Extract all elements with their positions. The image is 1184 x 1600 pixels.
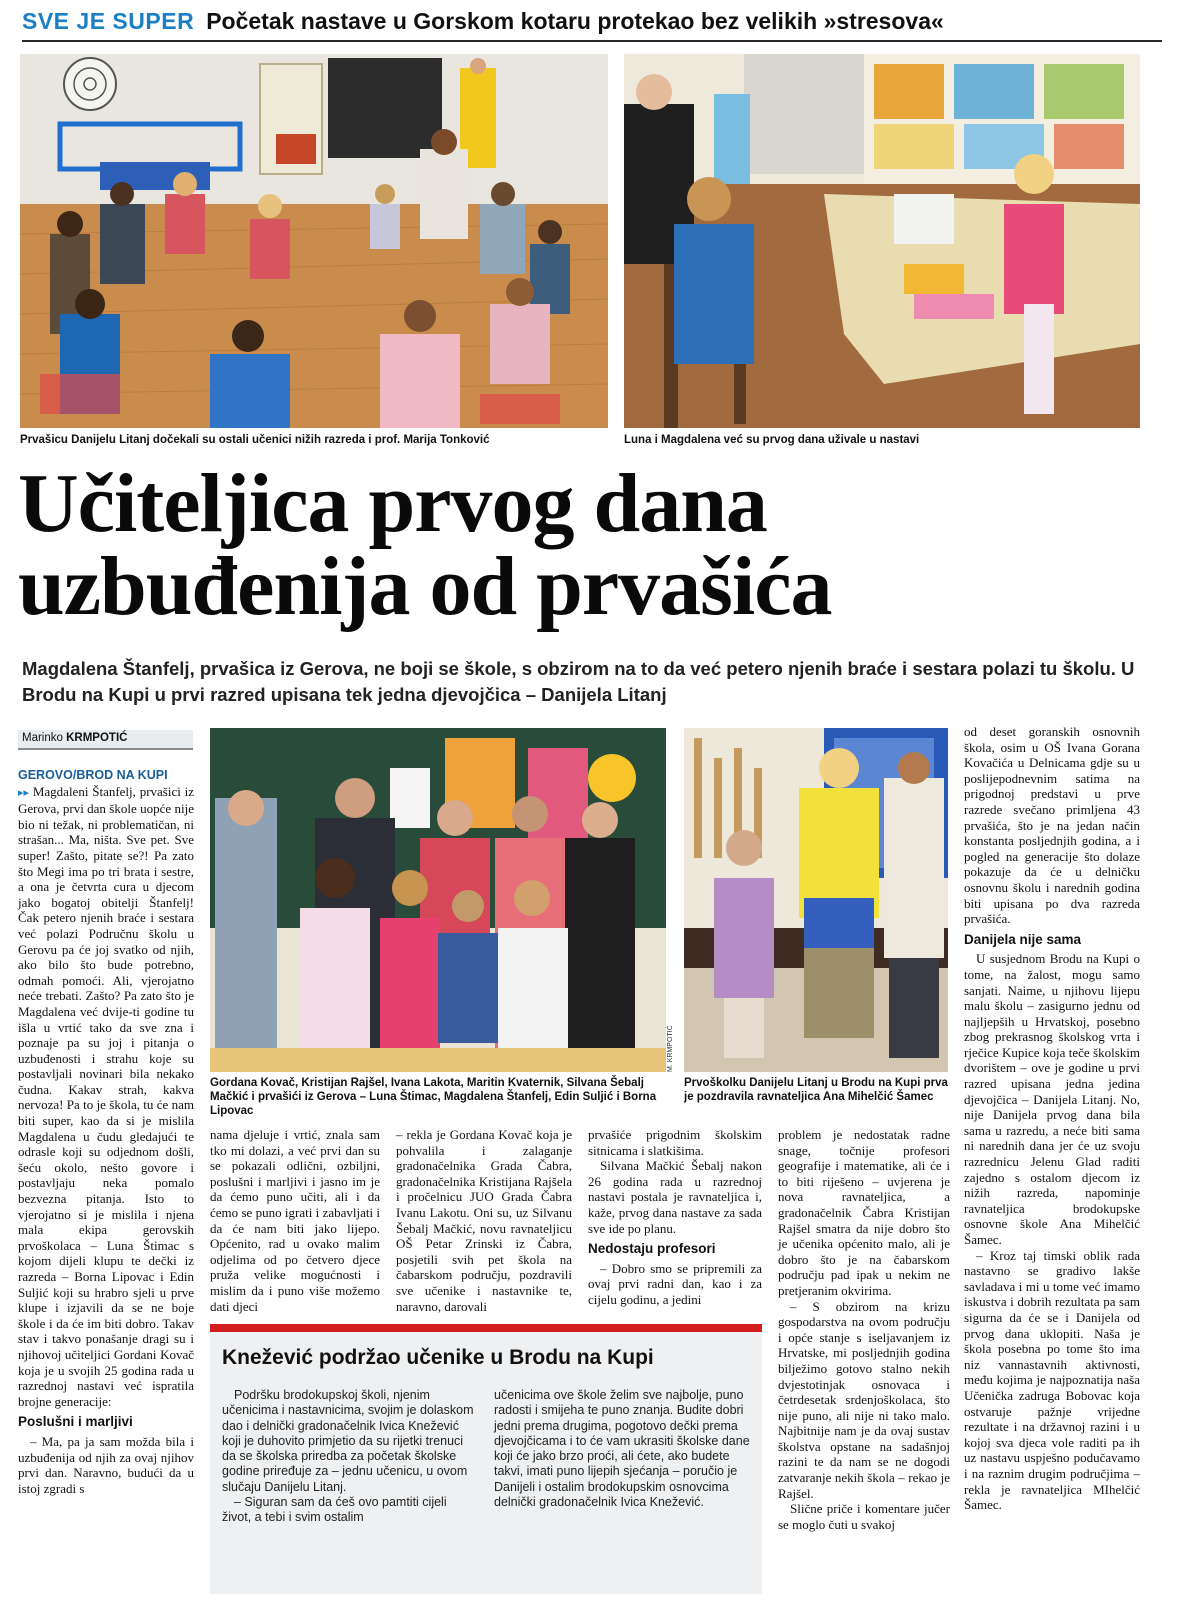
section-rubric <box>22 8 1162 42</box>
column-1-paragraph-1: ▸▸ Magdaleni Štanfelj, prvašici iz Gerova, prvi dan škole uopće nije bio ni težak, ni problematičan, ni strašan... Ma, ništa. Sve pet. Sve super! Zašto, pitate se?! Pa zato što Megi ima po tri brata i sestre, a ona je četvrta cura u djecom jako bogatoj obitelji Štanfelj! Čak petero njenih braće i sestara već polazi Područnu školu u Gerovu pa će joj svatko od njih, ako bilo što bude potrebno, odmah pomoći. Ali, vjerojatno neće trebati. Zašto? Pa zato što je Magdalena već dvije-ti godine tu išla u vrtić tako da sve zna i poznaje pa su joj i pitanja o uzbuđenosti i strahu koje su postavljali novinari bila nekako čudna. Kakav strah, kakva nervoza! Pa to je škola, tu će nam biti super, kao da si je mislila Magdalena u čudu gledajući te odrasle koji su odjednom došli, šeću okolo, nešto govore i postavljaju neka pomalo bezvezna pitanja. Isto to vjerojatno si je mislila i njena mala ekipa gerovskih prvoškolaca – Luna Štimac s kojom dijeli klupu te dečki iz razreda – Borna Lipovac i Edin Suljić koji su hrabro sjeli u prve klupe i izjavili da se ne boje škole i da će im biti dobro. Takav stav i takvo ponašanje dragi su i njihovoj učiteljici Gordani Kovač koja je u svojih 25 godina rada u razrednoj nastavi već ispratila brojne generacije: <box>18 783 195 1409</box>
subhead-nedostaju: Nedostaju profesori <box>588 1241 716 1257</box>
column-4-paragraph-2: Silvana Mačkić Šebalj nakon 26 godina rada u razrednoj nastavi postala je ravnateljica i, kaže, prvog dana nastave za sada sve ide po planu. <box>588 1158 762 1236</box>
sidebar-box-paragraph-2: – Siguran sam da ćeš ovo pamtiti cijeli život, a tebi i svim ostalim <box>222 1495 447 1525</box>
column-1-paragraph-2: – Ma, pa ja sam možda bila i uzbuđenija od njih za ovaj njihov prvi dan. Naravno, budući da u istoj zgradi s <box>18 1433 194 1496</box>
photo-brod-caption: Prvoškolku Danijelu Litanj u Brodu na Kupi prva je pozdravila ravnateljica Ana Mihelčić Šamec <box>684 1077 948 1103</box>
article-column-6 <box>964 724 1140 1513</box>
sidebar-box-paragraph-1: Podršku brodokupskoj školi, njenim učenicima i nastavnicima, svojim je dolaskom dao i delnički gradonačelnik Ivica Knežević koji je duhovito primjetio da su rijetki trenuci da se školska priredba za početak školske godine priređuje za – jednu učenicu, u ovom slučaju Danijelu Litanj. <box>222 1388 474 1494</box>
article-column-3 <box>396 1127 572 1314</box>
column-2-paragraph: nama djeluje i vrtić, znala sam tko mi dolazi, a već prvi dan su se pokazali odlični, ozbiljni, poslušni i marljivi i jasno im je da ćemo puno učiti, ali i da ćemo se puno igrati i zabavljati i da će nam biti jako lijepo. Općenito, rad u ovako malim odjelima od po četvero djece pruža velike mogućnosti i mislim da i puno više možemo dati djeci <box>210 1127 380 1314</box>
article-column-4 <box>588 1127 762 1308</box>
headline <box>18 457 1168 633</box>
byline-first-name: Marinko <box>22 732 63 744</box>
column-6-paragraph-2: U susjednom Brodu na Kupi o tome, na žalost, mogu samo sanjati. Naime, u njihovu lijepu malu školu – zasigurno jednu od najljepših u Hrvatskoj, posebno zbog prekrasnog školskog vrta i rječice Kupice koja teče školskim dvorištem – ove je godine u prvi razred upisana jedna jedina djevojčica – Danijela Litanj. No, nije Danijela prvog dana bila sama u razredu, a neće biti sama ni narednih dana jer će uz svoju razrednicu Jelenu Glad raditi zajedno s ostalom djecom iz nižih razreda, napominje ravnateljica brodokupske osnovne škole Ana Mihelčić Šamec. <box>964 951 1140 1247</box>
dateline: GEROVO/BROD NA KUPI <box>18 768 168 782</box>
photo-classroom-caption: Luna i Magdalena već su prvog dana uživale u nastavi <box>624 434 920 446</box>
column-4-paragraph-1: prvašiće prigodnim školskim sitnicama i slatkišima. <box>588 1127 762 1158</box>
column-6-paragraph-1: od deset goranskih osnovnih škola, osim u OŠ Ivana Gorana Kovačića u Delnicama gdje su u poslijepodnevnim satima na prigodnoj predstavi u prve razrede svečano primljena 43 prvašića, što je na jedan način konstanta posljednjih godina, a i pogled na generacije što dolaze pokazuje da će u delničku osnovnu školu i narednih godina biti upisana po dva razreda prvašića. <box>964 724 1140 927</box>
article-column-5 <box>778 1127 950 1532</box>
lede: Magdalena Štanfelj, prvašica iz Gerova, ne boji se škole, s obzirom na to da već petero njenih braće i sestara polazi tu školu. U Brodu na Kupi u prvi razred upisana tek jedna djevojčica – Danijela Litanj <box>22 658 1135 705</box>
photo-group <box>210 728 666 1072</box>
sidebar-box-paragraph-3: učenicima ove škole želim sve najbolje, puno radosti i smijeha te puno znanja. Budite dobri jedni prema drugima, pogotovo dečki prema djevojčicama i to će vam ukrasiti školske dane koji će jako brzo proći, ali ćete, ako budete takvi, imati puno lijepih sjećanja – poručio je Danijeli i ostalim brodokupskim osnovcima delnički gradonačelnik Ivica Knežević. <box>494 1388 750 1510</box>
headline-line-2: uzbuđenija od prvašića <box>18 540 832 633</box>
sidebar-box <box>210 1324 762 1594</box>
photo-gym <box>20 54 608 428</box>
rubric-line: Početak nastave u Gorskom kotaru protekao bez velikih »stresova« <box>206 8 944 34</box>
column-5-paragraph-3: Slične priče i komentare jučer se moglo čuti u svakoj <box>778 1501 950 1532</box>
rubric-kicker: SVE JE SUPER <box>22 8 195 34</box>
photo-group-caption: Gordana Kovač, Kristijan Rajšel, Ivana Lakota, Maritin Kvaternik, Silvana Šebalj Mačkić i prvašići iz Gerova – Luna Štimac, Magdalena Štanfelj, Edin Suljić i Borna Lipovac <box>210 1077 657 1117</box>
column-5-paragraph-2: – S obzirom na krizu gospodarstva na ovom području i opće stanje s iseljavanjem iz Hrvatske, mi posljednjih godina bilježimo gotovo stalno nekih dvjestotinjak osnovaca i četrdesetak srdenjoškolaca, što nije puno, ali nije ni tako malo. Najbitnije nam je da ovaj sustav školstva opstane na sadašnjoj razini te da nam se ne dogodi zatvaranje nekih škola – rekao je Rajšel. <box>778 1298 950 1501</box>
byline <box>18 730 193 750</box>
sidebar-box-column-left <box>222 1388 476 1526</box>
sidebar-box-column-right <box>494 1388 750 1510</box>
paragraph-arrow-icon: ▸▸ <box>18 786 30 799</box>
photo-credit: M. KRMPOTIĆ <box>667 1025 674 1072</box>
headline-line-1: Učiteljica prvog dana <box>18 457 767 550</box>
column-5-paragraph-1: problem je nedostatak radne snage, točnije profesori geografije i matematike, ali će i to biti riješeno – uvjerena je nova ravnateljica, a gradonačelnik Čabra Kristijan Rajšel smatra da nije dobro što je učenika općenito malo, ali je dobro što je na čabarskom području pad ipak u nekim ne pretjeranim okvirima. <box>778 1127 950 1298</box>
sidebar-box-title: Knežević podržao učenike u Brodu na Kupi <box>222 1346 654 1369</box>
article-column-2 <box>210 1127 380 1314</box>
photo-gym-caption: Prvašicu Danijelu Litanj dočekali su ostali učenici nižih razreda i prof. Marija Tonković <box>20 434 490 446</box>
column-3-paragraph: – rekla je Gordana Kovač koja je pohvalila i zalaganje gradonačelnika Grada Čabra, gradonačelnika Kristijana Rajšela i pročelnicu JUO Grada Čabra Ivanu Lakotu. Oni su, uz Silvanu Šebalj Mačkić, novu ravnateljicu OŠ Petar Zrinski iz Čabra, posjetili svih pet škola na čabarskom području, pozdravili sve učenike i nastavnike te, naravno, darovali <box>396 1127 572 1314</box>
subhead-danijela: Danijela nije sama <box>964 931 1082 947</box>
photo-classroom <box>624 54 1140 428</box>
byline-last-name: KRMPOTIĆ <box>66 732 128 744</box>
subhead-poslusni: Poslušni i marljivi <box>18 1414 133 1430</box>
photo-brod <box>684 728 948 1072</box>
column-4-paragraph-3: – Dobro smo se pripremili za ovaj prvi radni dan, kao i za cijelu godinu, a jedini <box>588 1260 762 1307</box>
column-6-paragraph-3: – Kroz taj timski oblik rada nastavno se gradivo lakše savladava i mi u tome već imamo iskustva i dobrih rezultata pa sam sigurna da će se i Danijela od prvog dana uklopiti. Naša je škola posebna po tome što ima niz vannastavnih aktivnosti, među kojima je najpoznatija naša Učenička zadruga Bobovac koja ostvaruje pažnje vrijedne rezultate i na državnoj razini i u kojoj sva djeca vole raditi pa ih uz nastavu uspješno podučavamo i na raznim drugim područjima – rekla je ravnateljica MIhelčić Šamec. <box>964 1247 1140 1513</box>
article-column-1 <box>18 768 194 1496</box>
